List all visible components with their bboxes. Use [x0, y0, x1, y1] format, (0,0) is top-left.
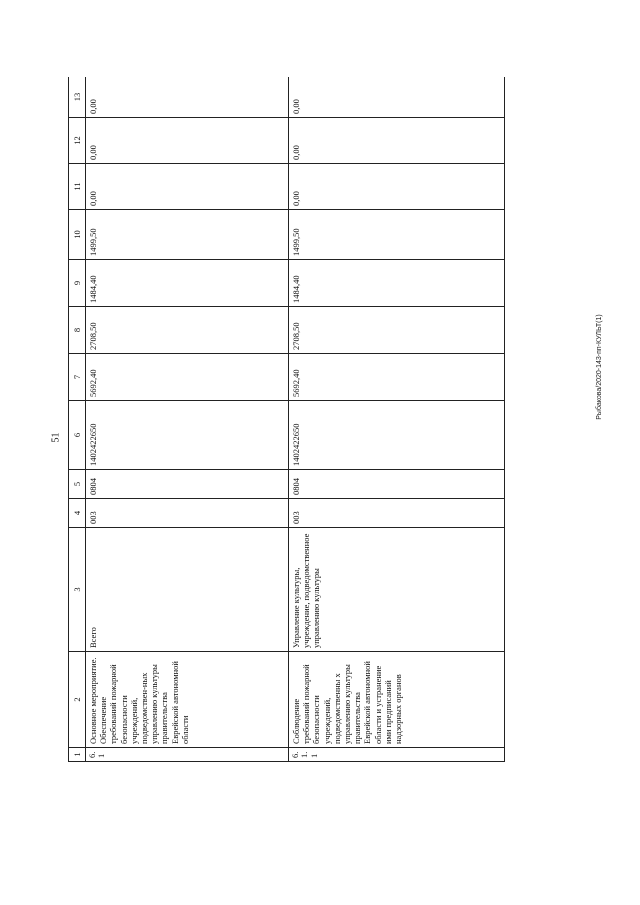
table-frame	[68, 77, 505, 762]
amount-year: 1499,50	[86, 210, 289, 260]
table-row	[289, 77, 505, 762]
target-article-code: 1402422650	[289, 401, 505, 470]
amount-year: 0,00	[86, 77, 289, 118]
row-number-part: 6.	[87, 751, 97, 758]
row-number-part: 1.	[299, 751, 310, 758]
header-cell: 5	[69, 470, 86, 499]
executor: Управление культуры, учреждение, подведомственное управлению культуры	[289, 528, 505, 652]
header-cell: 12	[69, 118, 86, 164]
amount-year: 0,00	[86, 164, 289, 210]
amount-year: 1484,40	[86, 260, 289, 307]
section-code: 0804	[289, 470, 505, 499]
header-cell: 3	[69, 528, 86, 652]
grbs-code: 003	[86, 499, 289, 528]
amount-year: 0,00	[289, 164, 505, 210]
header-cell: 9	[69, 260, 86, 307]
amount-year: 0,00	[289, 118, 505, 164]
header-cell: 1	[69, 748, 86, 762]
row-number-part: 6.	[290, 751, 300, 758]
amount-year: 0,00	[289, 77, 505, 118]
section-code: 0804	[86, 470, 289, 499]
header-cell: 2	[69, 652, 86, 748]
amount-total: 5692,40	[86, 354, 289, 401]
header-cell: 13	[69, 77, 86, 118]
amount-total: 5692,40	[289, 354, 505, 401]
grbs-code: 003	[289, 499, 505, 528]
document-id: Рыбакова/2020-143-пп-КУЛЬТ(1)	[596, 314, 603, 420]
row-number-part: 1	[96, 753, 107, 758]
budget-table	[68, 77, 505, 762]
activity-name: Соблюдение требований пожарной безопасности учреждений, подведомственны х управлению культуры правительства Еврейской автономной области и устранение ими предписаний надзорных органов	[289, 652, 505, 748]
executor: Всего	[86, 528, 289, 652]
header-cell: 7	[69, 354, 86, 401]
header-cell: 4	[69, 499, 86, 528]
header-cell: 11	[69, 164, 86, 210]
amount-year: 2708,50	[86, 307, 289, 354]
amount-year: 1484,40	[289, 260, 505, 307]
page-number: 51	[50, 432, 62, 443]
activity-name: Основное мероприятие. Обеспечение требований пожарной безопасности учреждений, подведомствен-ных управлению культуры правительства Еврейской автономной области	[86, 652, 289, 748]
row-number-part: 1	[308, 753, 319, 758]
row-number	[289, 748, 505, 762]
amount-year: 2708,50	[289, 307, 505, 354]
header-cell: 8	[69, 307, 86, 354]
row-number	[86, 748, 289, 762]
header-cell: 10	[69, 210, 86, 260]
header-cell: 6	[69, 401, 86, 470]
header-row	[69, 77, 86, 762]
target-article-code: 1402422650	[86, 401, 289, 470]
table-row	[86, 77, 289, 762]
amount-year: 0,00	[86, 118, 289, 164]
amount-year: 1499,50	[289, 210, 505, 260]
